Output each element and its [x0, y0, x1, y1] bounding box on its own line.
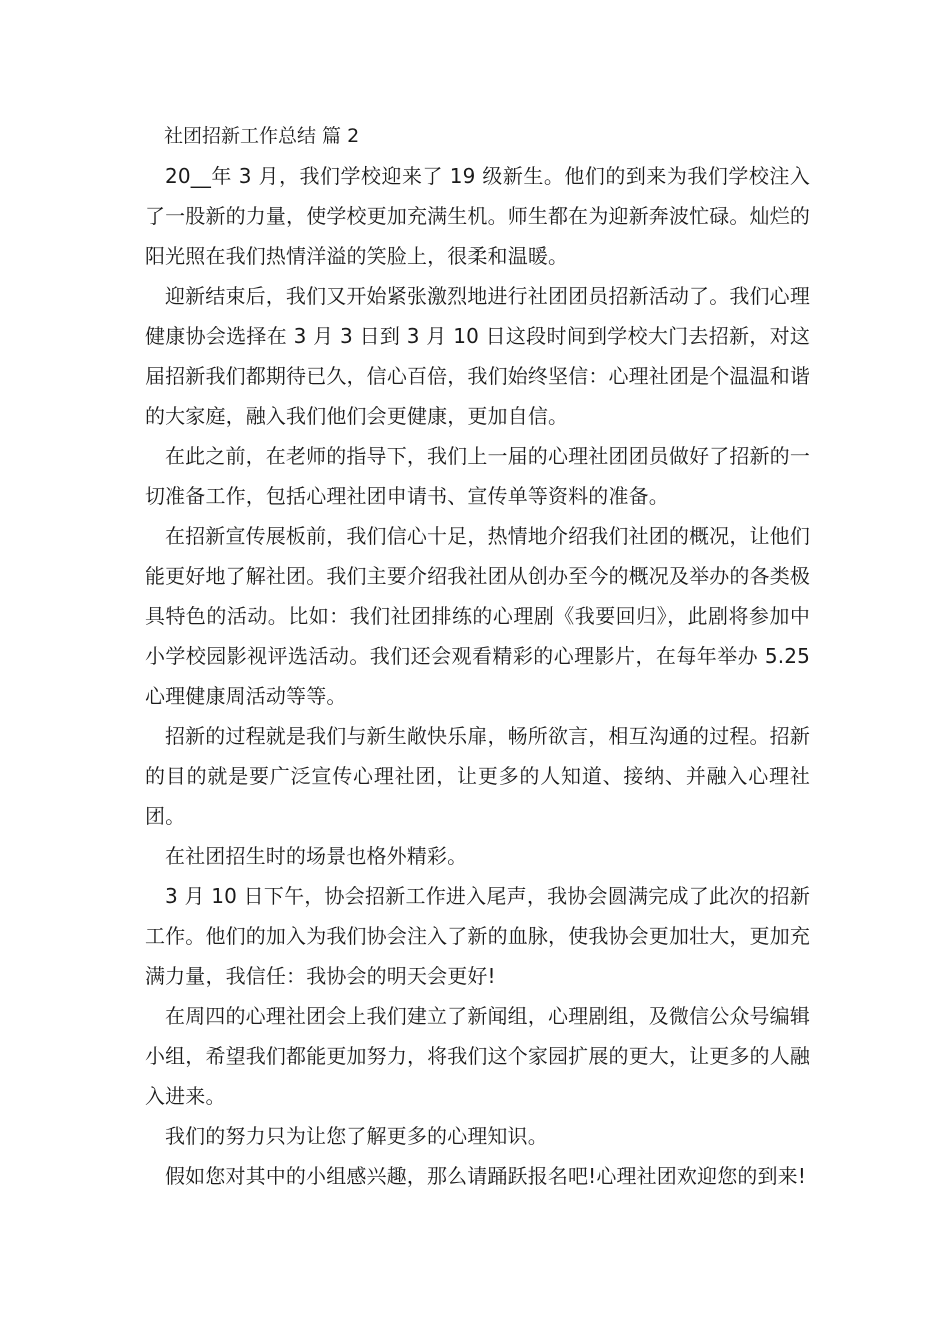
paragraph-4: 在招新宣传展板前，我们信心十足，热情地介绍我们社团的概况，让他们能更好地了解社团。我们主要介绍我社团从创办至今的概况及举办的各类极具特色的活动。比如：我们社团排练的心理剧《我要回归》，此剧将参加中小学校园影视评选活动。我们还会观看精彩的心理影片，在每年举办 5.25 心理健康周活动等等。 [145, 524, 810, 708]
paragraph-8: 在周四的心理社团会上我们建立了新闻组，心理剧组，及微信公众号编辑小组，希望我们都能更加努力，将我们这个家园扩展的更大，让更多的人融入进来。 [145, 1004, 810, 1108]
paragraph-2: 迎新结束后，我们又开始紧张激烈地进行社团团员招新活动了。我们心理健康协会选择在 3 月 3 日到 3 月 10 日这段时间到学校大门去招新，对这届招新我们都期待已久，信心百倍，我们始终坚信：心理社团是个温温和谐的大家庭，融入我们他们会更健康，更加自信。 [145, 284, 810, 428]
paragraph-7: 3 月 10 日下午，协会招新工作进入尾声，我协会圆满完成了此次的招新工作。他们的加入为我们协会注入了新的血脉，使我协会更加壮大，更加充满力量，我信任：我协会的明天会更好! [145, 884, 810, 988]
document-title: 社团招新工作总结 篇 2 [164, 125, 360, 147]
paragraph-3: 在此之前，在老师的指导下，我们上一届的心理社团团员做好了招新的一切准备工作，包括心理社团申请书、宣传单等资料的准备。 [145, 444, 810, 508]
paragraph-5: 招新的过程就是我们与新生敞快乐扉，畅所欲言，相互沟通的过程。招新的目的就是要广泛宣传心理社团，让更多的人知道、接纳、并融入心理社团。 [145, 724, 810, 828]
paragraph-9: 我们的努力只为让您了解更多的心理知识。 [165, 1124, 548, 1148]
document-body [145, 120, 810, 1196]
paragraph-1: 20__年 3 月，我们学校迎来了 19 级新生。他们的到来为我们学校注入了一股新的力量，使学校更加充满生机。师生都在为迎新奔波忙碌。灿烂的阳光照在我们热情洋溢的笑脸上，很柔和温暖。 [145, 164, 810, 268]
paragraph-10: 假如您对其中的小组感兴趣，那么请踊跃报名吧!心理社团欢迎您的到来! [165, 1164, 806, 1188]
paragraph-6: 在社团招生时的场景也格外精彩。 [165, 844, 468, 868]
